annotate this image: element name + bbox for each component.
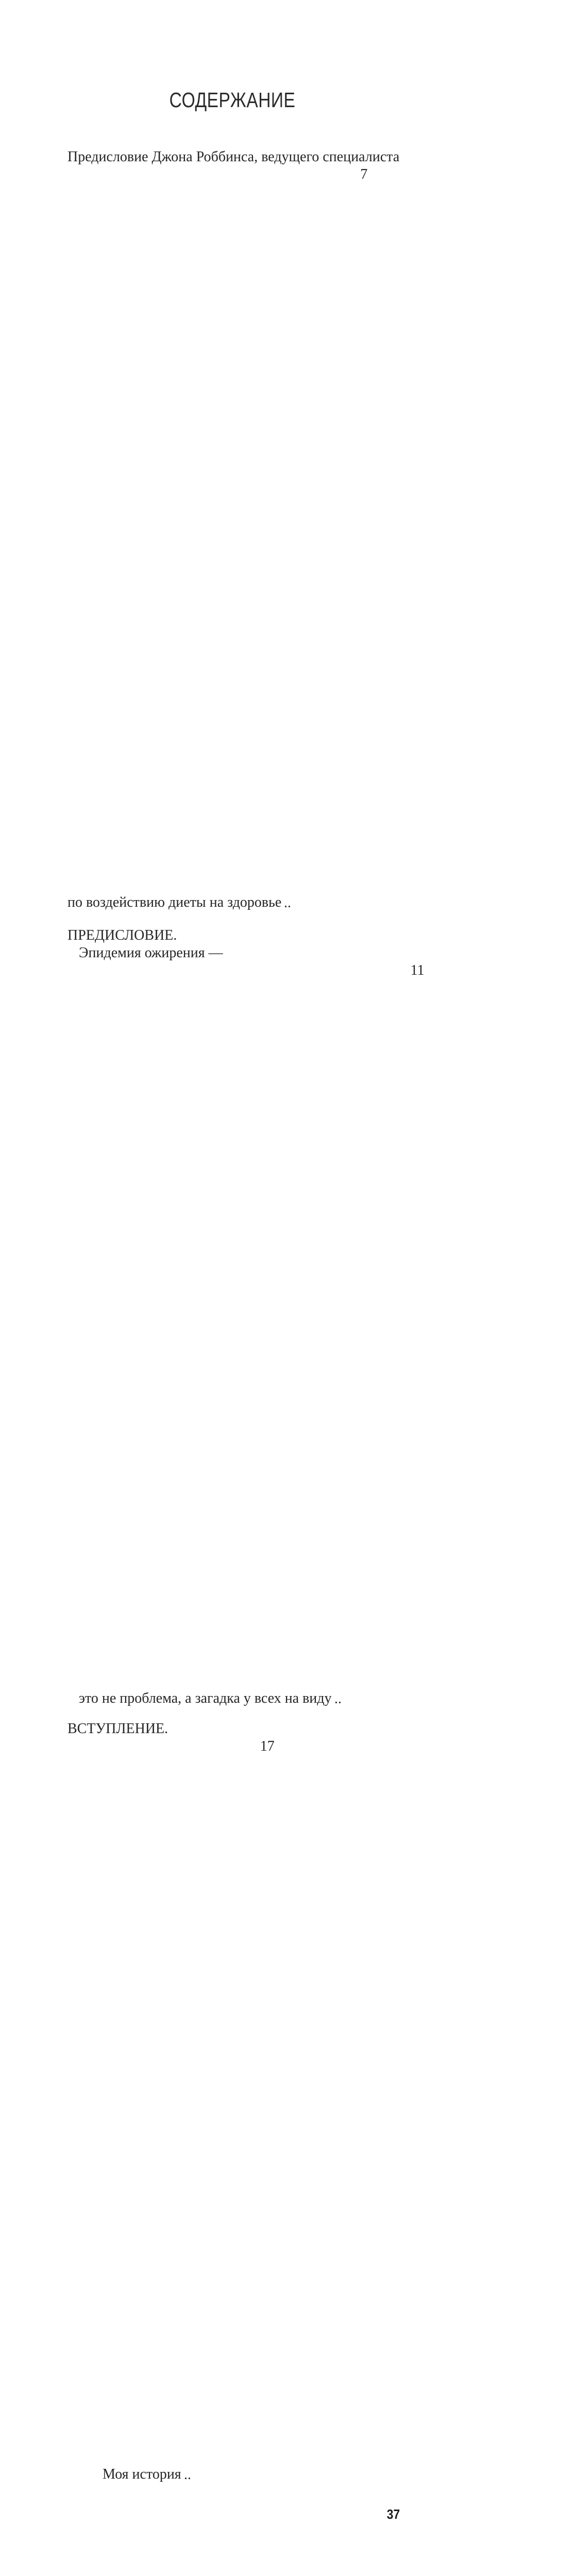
page-number: 11 [410, 962, 425, 978]
toc-entry-label: Предисловие Джона Роббинса, ведущего специалиста [67, 149, 400, 165]
page-title: СОДЕРЖАНИЕ [169, 88, 296, 112]
book-page [0, 88, 509, 2522]
dot-leader [285, 906, 290, 907]
page-number: 7 [360, 166, 368, 182]
toc-entry-label: по воздействию диеты на здоровье [67, 894, 282, 910]
toc-entry-label: ВСТУПЛЕНИЕ. [67, 1721, 168, 1737]
toc-block [67, 148, 400, 911]
dot-leader [335, 1702, 341, 1703]
toc-entry-label: Моя история [103, 2466, 181, 2482]
toc-block [67, 927, 425, 1707]
table-of-contents [67, 148, 425, 2576]
dot-leader [185, 2478, 190, 2479]
toc-entry-label: Эпидемия ожирения — [79, 945, 223, 961]
page-number: 17 [260, 1738, 275, 1754]
toc-entry-label: ПРЕДИСЛОВИЕ. [67, 927, 177, 943]
toc-row [67, 962, 425, 1707]
toc-part-heading [67, 2506, 400, 2576]
toc-row [67, 1720, 397, 1738]
toc-block [67, 1720, 397, 2483]
page-number: 37 [386, 2506, 400, 2522]
toc-row [67, 944, 397, 962]
toc-row [67, 1738, 397, 2483]
toc-entry-label: это не проблема, а загадка у всех на виду [79, 1690, 332, 1706]
toc-row [67, 166, 397, 911]
toc-row [67, 2506, 400, 2576]
toc-row [67, 927, 397, 944]
toc-row [67, 148, 400, 166]
